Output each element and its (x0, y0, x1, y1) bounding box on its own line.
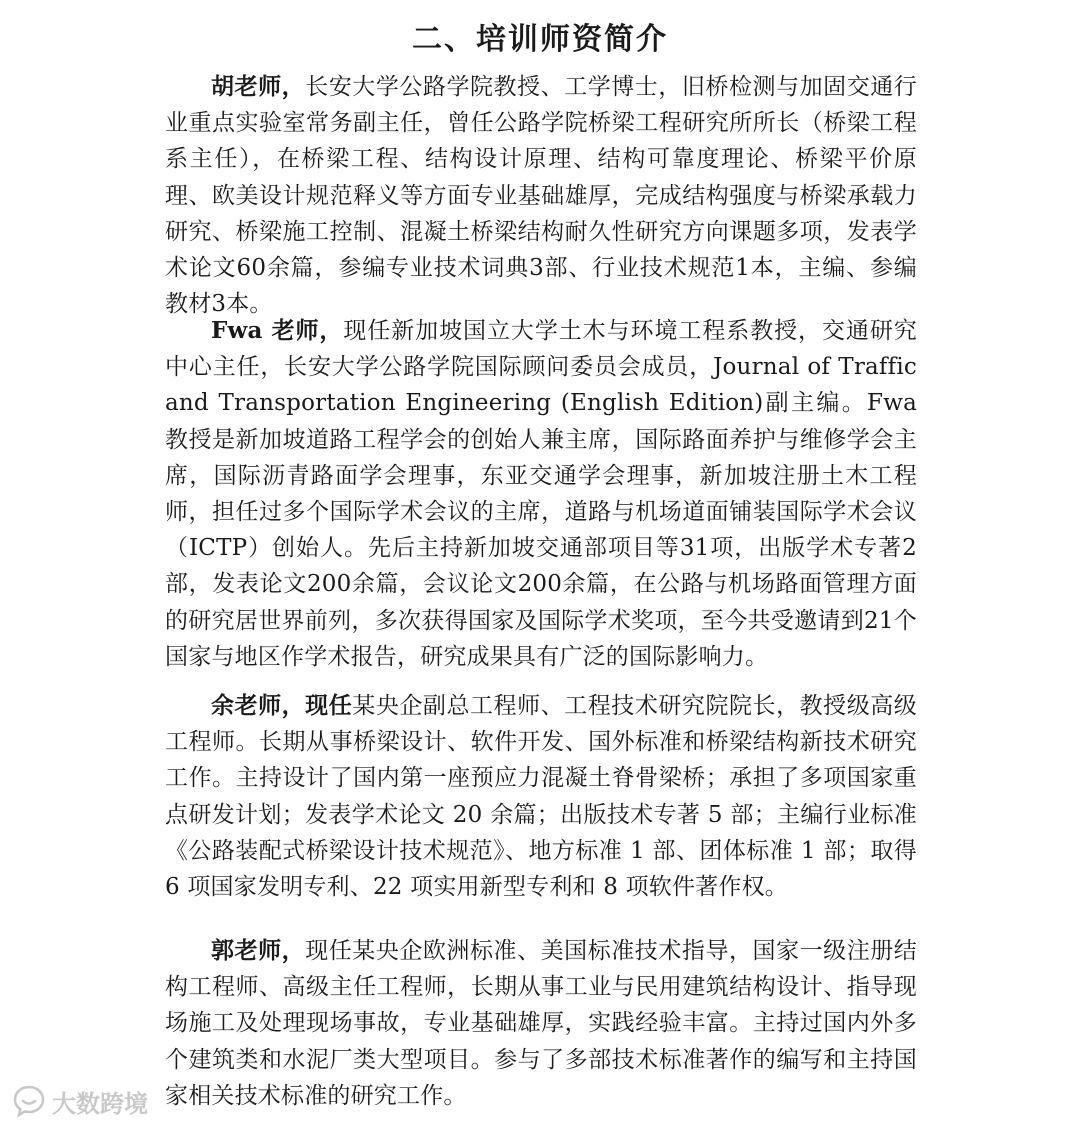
bio-name: 胡老师， (211, 73, 306, 100)
bio-paragraph-yu (165, 688, 917, 905)
watermark (12, 1081, 148, 1121)
bio-text: 长安大学公路学院教授、工学博士，旧桥检测与加固交通行业重点实验室常务副主任，曾任公路学院桥梁工程研究所所长（桥梁工程系主任），在桥梁工程、结构设计原理、结构可靠度理论、桥梁平价原理、欧美设计规范释义等方面专业基础雄厚，完成结构强度与桥梁承载力研究、桥梁施工控制、混凝土桥梁结构耐久性研究方向课题多项，发表学术论文60余篇，参编专业技术词典3部、行业技术规范1本，主编、参编教材3本。 (165, 74, 917, 318)
bio-text: 某央企副总工程师、工程技术研究院院长，教授级高级工程师。长期从事桥梁设计、软件开发、国外标准和桥梁结构新技术研究工作。主持设计了国内第一座预应力混凝土脊骨梁桥；承担了多项国家重点研发计划；发表学术论文 20 余篇；出版技术专著 5 部；主编行业标准《公路装配式桥梁设计技术规范》、地方标准 1 部、团体标准 1 部；取得 6 项国家发明专利、22 项实用新型专利和 8 项软件著作权。 (165, 693, 917, 901)
bio-text: 现任某央企欧洲标准、美国标准技术指导，国家一级注册结构工程师、高级主任工程师，长期从事工业与民用建筑结构设计、指导现场施工及处理现场事故，专业基础雄厚，实践经验丰富。主持过国内外多个建筑类和水泥厂类大型项目。参与了多部技术标准著作的编写和主持国家相关技术标准的研究工作。 (165, 938, 917, 1109)
bio-paragraph-guo (165, 933, 917, 1114)
bio-name: 余老师，现任 (211, 692, 353, 719)
bio-name: Fwa 老师， (211, 317, 344, 344)
bio-name: 郭老师， (211, 937, 306, 964)
bio-paragraph-hu (165, 69, 917, 322)
page-title: 二、培训师资简介 (412, 22, 668, 57)
bio-paragraph-fwa (165, 313, 917, 675)
watermark-text: 大数跨境 (52, 1089, 148, 1118)
bio-text: 现任新加坡国立大学土木与环境工程系教授，交通研究中心主任，长安大学公路学院国际顾问委员会成员，Journal of Traffic and Transportation Engineering (English Edition)副主编。Fwa 教授是新加坡道路工程学会的创始人兼主席，国际路面养护与维修学会主席，国际沥青路面学会理事，东亚交通学会理事，新加坡注册土木工程师，担任过多个国际学术会议的主席，道路与机场道面铺装国际学术会议（ICTP）创始人。先后主持新加坡交通部项目等31项，出版学术专著2部，发表论文200余篇，会议论文200余篇，在公路与机场路面管理方面的研究居世界前列，多次获得国家及国际学术奖项，至今共受邀请到21个国家与地区作学术报告，研究成果具有广泛的国际影响力。 (165, 318, 917, 670)
chat-bubble-logo-icon (12, 1084, 46, 1118)
